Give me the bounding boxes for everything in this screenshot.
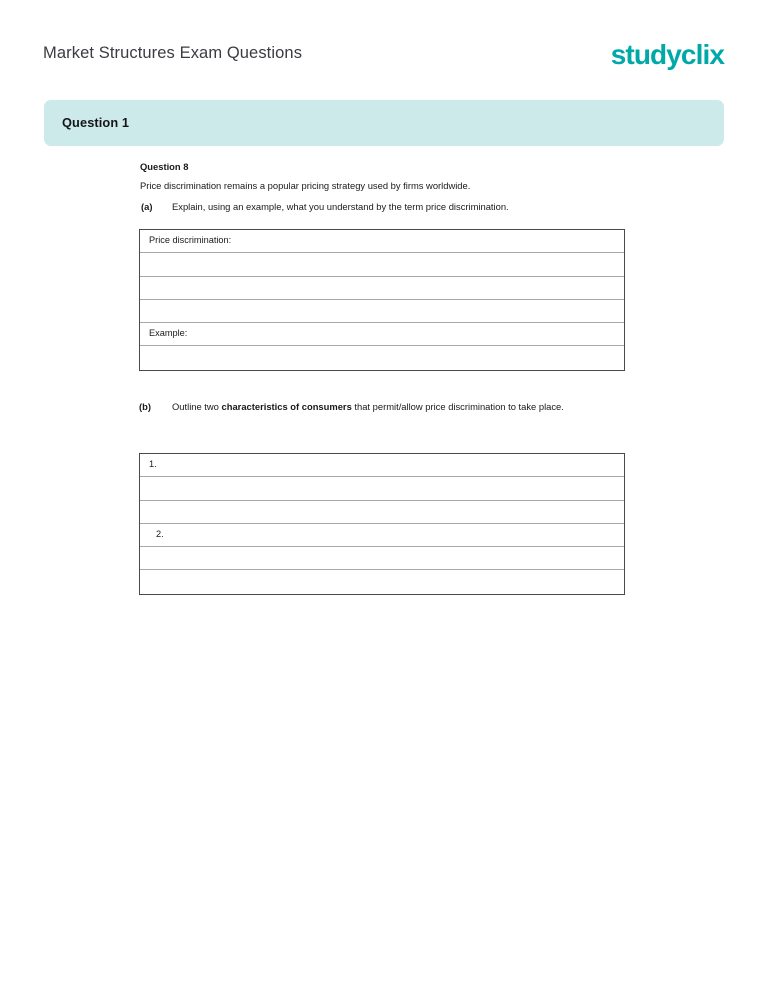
answer-row-label: Price discrimination: [149,235,232,245]
question-part-a [139,200,619,215]
answer-table-b [139,453,625,595]
answer-row[interactable] [140,230,624,253]
part-a-text [172,201,509,212]
answer-row[interactable] [140,547,624,570]
answer-row[interactable] [140,253,624,276]
answer-row[interactable] [140,524,624,547]
answer-row-label: 2. [156,528,164,539]
answer-row[interactable] [140,477,624,500]
question-part-b [139,400,619,415]
answer-row[interactable] [140,501,624,524]
answer-row-label: Example: [149,328,188,339]
question-banner-label: Question 1 [62,115,130,130]
answer-table-a [139,229,625,371]
answer-row-label: 1. [149,459,157,469]
answer-row[interactable] [140,300,624,323]
part-a-prompt [139,200,619,215]
part-a-label: (a) [141,201,153,212]
part-a-text-lead: Explain, using an example, what you understand by the term price discrimination. [172,201,509,212]
page-title: Market Structures Exam Questions [43,44,303,62]
part-b-text [172,401,564,412]
studyclix-logo: studyclix [610,39,724,70]
question-intro-text: Price discrimination remains a popular pricing strategy used by firms worldwide. [140,180,471,191]
part-b-text-lead: Outline two [172,401,222,412]
answer-row[interactable] [140,346,624,369]
answer-row[interactable] [140,570,624,593]
part-b-text-emphasis: characteristics of consumers [221,401,352,412]
part-b-prompt [139,400,619,415]
question-banner [44,100,724,146]
answer-row[interactable] [140,323,624,346]
answer-row[interactable] [140,454,624,477]
answer-row[interactable] [140,277,624,300]
part-b-label: (b) [139,401,151,412]
page-header [0,0,768,96]
question-number-label: Question 8 [140,161,189,172]
part-b-text-tail: that permit/allow price discrimination to take place. [351,401,564,412]
